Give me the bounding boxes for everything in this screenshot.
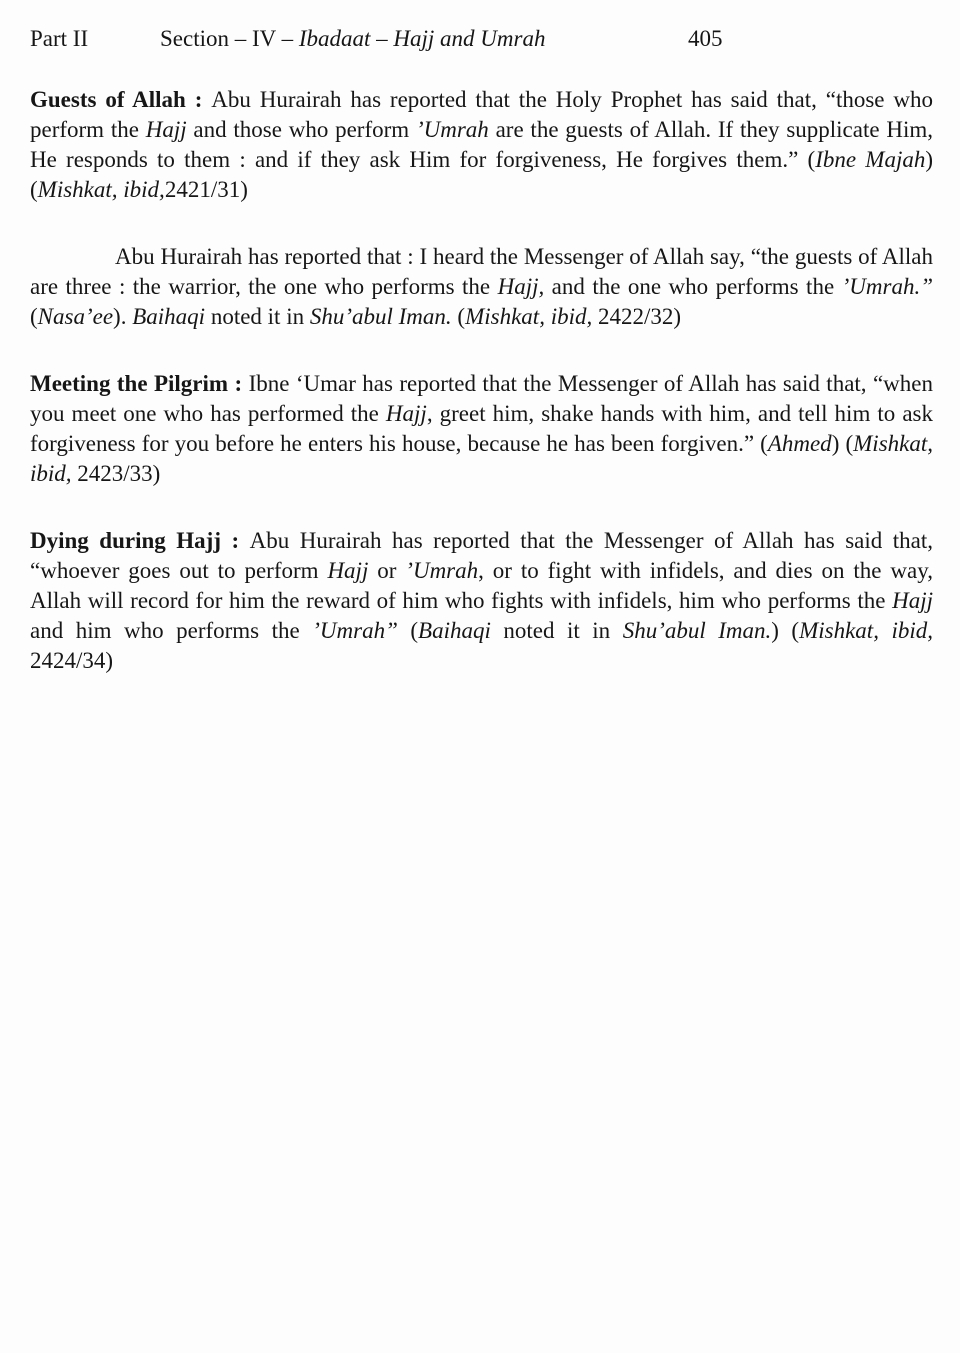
text-run: 2423/33)	[71, 461, 161, 486]
text-run-italic: Mishkat, ibid,	[30, 431, 933, 486]
text-run: are the guests of Allah. If they supplicate Him, He responds to them : and if they ask Him for forgiveness, He forgives them.” (	[30, 117, 933, 172]
text-run-italic: Hajj	[385, 401, 427, 426]
text-run: 2424/34)	[30, 648, 114, 673]
text-run: , or to fight with infidels, and dies on the way, Allah will record for him the reward of him who fights with infidels, him who performs the	[30, 558, 933, 613]
text-run-italic: Mishkat, ibid,	[37, 177, 165, 202]
text-run: (	[30, 304, 38, 329]
text-run: , greet him, shake hands with him, and tell him to ask forgiveness for you before he enters his house, because he has been forgiven.” (	[30, 401, 933, 456]
text-run-italic: ’Umrah.”	[841, 274, 933, 299]
text-run: and him who performs the	[30, 618, 313, 643]
text-run: ) (	[30, 147, 933, 202]
text-run-italic: Hajj,	[497, 274, 545, 299]
running-header	[0, 26, 960, 56]
text-run: (	[451, 304, 466, 329]
text-run-italic: Mishkat, ibid,	[799, 618, 933, 643]
text-run: Abu Hurairah has reported that the Messenger of Allah has said that, “whoever goes out to perform	[30, 528, 933, 583]
text-run-italic: ’Umrah”	[312, 618, 398, 643]
header-page-number: 405	[688, 26, 723, 51]
text-run-bold: Guests of Allah :	[30, 87, 212, 112]
text-run: 2421/31)	[164, 177, 248, 202]
text-run-italic: Baihaqi	[418, 618, 491, 643]
text-run: ) (	[831, 431, 854, 456]
text-run-bold: Dying during Hajj :	[30, 528, 250, 553]
text-run: 2422/32)	[592, 304, 682, 329]
text-run: and the one who performs the	[544, 274, 842, 299]
text-run: Abu Hurairah has reported that : I heard the Messenger of Allah say, “the guests of Allah are three : the warrior, the one who performs the	[30, 244, 933, 299]
text-run: Ibne ‘Umar has reported that the Messenger of Allah has said that, “when you meet one who has performed the	[30, 371, 933, 426]
header-section-title	[160, 26, 545, 52]
text-run-bold: Meeting the Pilgrim :	[30, 371, 249, 396]
text-run-italic: Ahmed	[767, 431, 832, 456]
text-run-italic: Baihaqi	[132, 304, 206, 329]
text-run: noted it in	[205, 304, 310, 329]
text-run-italic: Shu’abul Iman.	[309, 304, 452, 329]
text-run: noted it in	[490, 618, 623, 643]
text-run: ) (	[771, 618, 800, 643]
text-run-italic: Hajj	[327, 558, 369, 583]
text-run: and those who perform	[186, 117, 416, 142]
text-run-italic: Mishkat, ibid,	[465, 304, 593, 329]
text-run-italic: Nasa’ee	[37, 304, 114, 329]
para-guests-are-three	[30, 242, 933, 332]
text-run-italic: Ibne Majah	[815, 147, 926, 172]
text-run: ).	[113, 304, 133, 329]
text-run: or	[368, 558, 406, 583]
document-body	[30, 85, 933, 713]
text-run-italic: Shu’abul Iman.	[622, 618, 772, 643]
text-run-italic: Hajj	[892, 588, 933, 613]
header-section-prefix: Section – IV –	[160, 26, 299, 51]
header-section-italic: Ibadaat – Hajj and Umrah	[298, 26, 546, 51]
text-run-italic: ’Umrah	[415, 117, 489, 142]
text-run-italic: Hajj	[145, 117, 187, 142]
text-run: Abu Hurairah has reported that the Holy Prophet has said that, “those who perform the	[30, 87, 933, 142]
para-dying-during-hajj	[30, 526, 933, 676]
header-part-label: Part II	[30, 26, 89, 51]
para-meeting-the-pilgrim	[30, 369, 933, 489]
para-guests-of-allah	[30, 85, 933, 205]
text-run-italic: ’Umrah	[405, 558, 479, 583]
text-run: (	[397, 618, 419, 643]
